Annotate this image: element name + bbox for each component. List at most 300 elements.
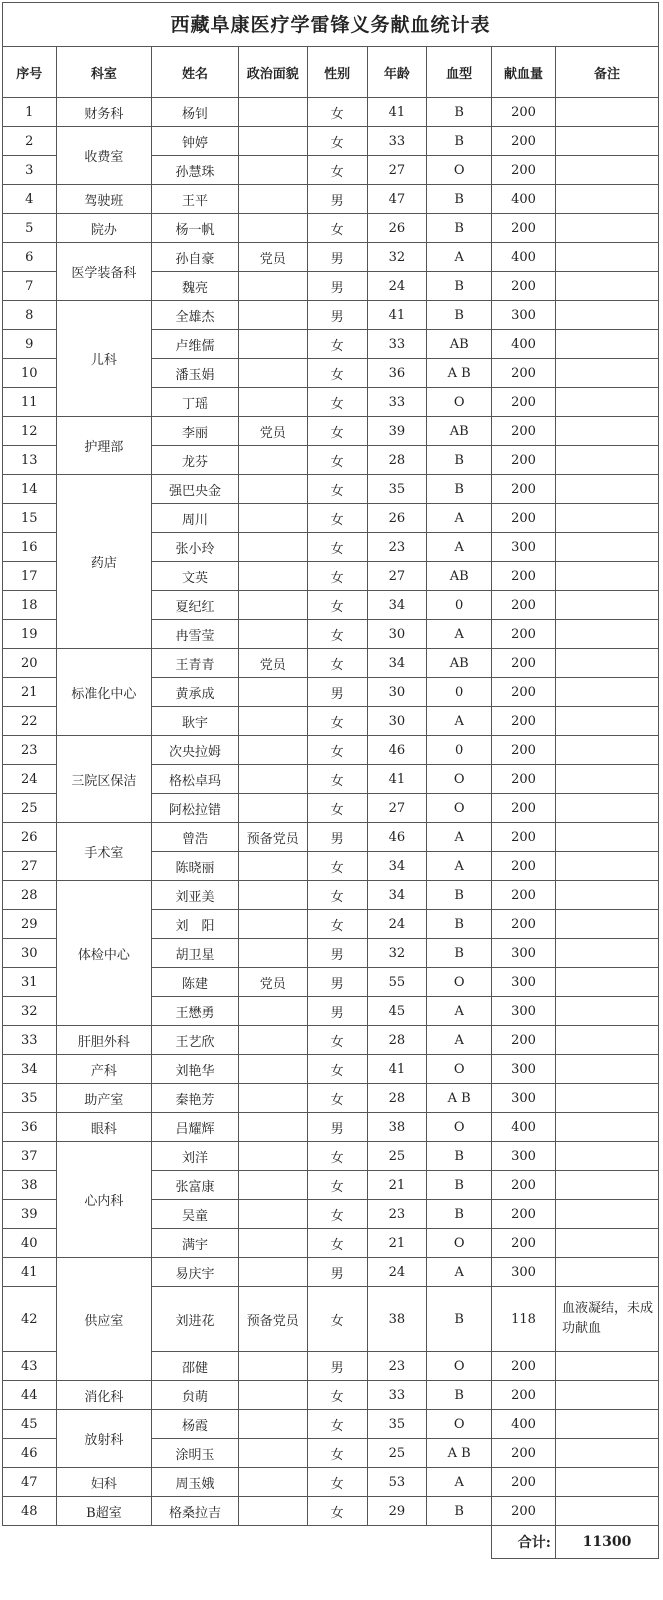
header-row [3,47,659,98]
cell-name: 全雄杰 [152,301,239,330]
cell-sex: 女 [307,1200,367,1229]
cell-age: 46 [367,736,427,765]
cell-age: 41 [367,765,427,794]
cell-name: 王艺欣 [152,1026,239,1055]
cell-no: 6 [3,243,57,272]
cell-volume: 200 [492,359,556,388]
cell-dept: 护理部 [56,417,152,475]
cell-political [238,1381,307,1410]
cell-no: 27 [3,852,57,881]
cell-sex: 女 [307,910,367,939]
total-row [3,1526,659,1559]
cell-sex: 男 [307,272,367,301]
cell-volume: 200 [492,156,556,185]
cell-name: 黄承成 [152,678,239,707]
cell-volume: 200 [492,388,556,417]
cell-blood-type: A [427,823,492,852]
cell-age: 27 [367,562,427,591]
cell-note [555,765,658,794]
cell-note [555,1055,658,1084]
cell-blood-type: AB [427,417,492,446]
cell-note [555,1171,658,1200]
cell-name: 钟婷 [152,127,239,156]
cell-sex: 男 [307,301,367,330]
cell-sex: 女 [307,649,367,678]
cell-sex: 女 [307,736,367,765]
cell-note [555,1142,658,1171]
cell-no: 14 [3,475,57,504]
cell-age: 33 [367,330,427,359]
col-header-volume: 献血量 [492,47,556,98]
cell-dept: 手术室 [56,823,152,881]
cell-dept: 妇科 [56,1468,152,1497]
cell-note [555,185,658,214]
cell-blood-type: O [427,1113,492,1142]
table-row [3,301,659,330]
cell-sex: 男 [307,823,367,852]
table-row [3,1055,659,1084]
cell-volume: 300 [492,301,556,330]
cell-name: 刘亚美 [152,881,239,910]
cell-no: 12 [3,417,57,446]
cell-name: 阿松拉错 [152,794,239,823]
cell-volume: 200 [492,765,556,794]
cell-sex: 女 [307,446,367,475]
cell-sex: 女 [307,794,367,823]
cell-note [555,98,658,127]
cell-volume: 300 [492,997,556,1026]
total-spacer [3,1526,492,1559]
cell-name: 耿宇 [152,707,239,736]
cell-age: 45 [367,997,427,1026]
cell-age: 41 [367,1055,427,1084]
cell-volume: 200 [492,707,556,736]
cell-political [238,707,307,736]
cell-no: 15 [3,504,57,533]
cell-age: 21 [367,1229,427,1258]
cell-note [555,446,658,475]
cell-name: 涂明玉 [152,1439,239,1468]
cell-blood-type: O [427,1055,492,1084]
cell-no: 46 [3,1439,57,1468]
cell-volume: 200 [492,446,556,475]
cell-note [555,388,658,417]
cell-name: 王懋勇 [152,997,239,1026]
cell-dept: 医学装备科 [56,243,152,301]
cell-age: 21 [367,1171,427,1200]
cell-note [555,736,658,765]
cell-blood-type: B [427,1200,492,1229]
cell-blood-type: O [427,388,492,417]
cell-volume: 400 [492,243,556,272]
cell-dept: B超室 [56,1497,152,1526]
table-row [3,1381,659,1410]
table-title: 西藏阜康医疗学雷锋义务献血统计表 [2,2,659,46]
cell-volume: 200 [492,620,556,649]
cell-volume: 200 [492,591,556,620]
cell-political: 党员 [238,243,307,272]
cell-sex: 女 [307,1468,367,1497]
cell-volume: 200 [492,852,556,881]
cell-political [238,678,307,707]
cell-blood-type: B [427,98,492,127]
cell-note [555,359,658,388]
cell-name: 潘玉娟 [152,359,239,388]
cell-note [555,301,658,330]
cell-blood-type: A [427,852,492,881]
cell-dept: 心内科 [56,1142,152,1258]
cell-no: 10 [3,359,57,388]
cell-blood-type: A [427,1258,492,1287]
cell-name: 刘艳华 [152,1055,239,1084]
cell-name: 刘 阳 [152,910,239,939]
cell-sex: 女 [307,881,367,910]
cell-blood-type: O [427,1229,492,1258]
col-header-no: 序号 [3,47,57,98]
cell-volume: 200 [492,649,556,678]
cell-sex: 女 [307,98,367,127]
cell-name: 贠萌 [152,1381,239,1410]
cell-no: 36 [3,1113,57,1142]
cell-age: 39 [367,417,427,446]
cell-dept: 眼科 [56,1113,152,1142]
table-row [3,881,659,910]
cell-dept: 产科 [56,1055,152,1084]
cell-volume: 400 [492,185,556,214]
cell-age: 34 [367,591,427,620]
cell-note [555,678,658,707]
cell-name: 夏纪红 [152,591,239,620]
cell-no: 34 [3,1055,57,1084]
cell-note [555,1200,658,1229]
cell-no: 8 [3,301,57,330]
cell-age: 34 [367,852,427,881]
cell-no: 31 [3,968,57,997]
cell-no: 40 [3,1229,57,1258]
cell-volume: 200 [492,1171,556,1200]
table-row [3,649,659,678]
cell-age: 32 [367,939,427,968]
cell-no: 29 [3,910,57,939]
cell-name: 胡卫星 [152,939,239,968]
cell-volume: 300 [492,1055,556,1084]
table-row [3,127,659,156]
cell-dept: 收费室 [56,127,152,185]
cell-political [238,765,307,794]
cell-sex: 女 [307,475,367,504]
cell-name: 强巴央金 [152,475,239,504]
cell-name: 孙慧珠 [152,156,239,185]
cell-blood-type: A [427,504,492,533]
cell-name: 张小玲 [152,533,239,562]
cell-no: 22 [3,707,57,736]
cell-name: 王青青 [152,649,239,678]
cell-age: 55 [367,968,427,997]
cell-note [555,475,658,504]
cell-dept: 放射科 [56,1410,152,1468]
cell-sex: 男 [307,1352,367,1381]
table-row [3,214,659,243]
cell-note [555,1026,658,1055]
cell-age: 23 [367,1200,427,1229]
cell-name: 格松卓玛 [152,765,239,794]
cell-age: 32 [367,243,427,272]
cell-political [238,794,307,823]
cell-volume: 300 [492,1142,556,1171]
cell-age: 38 [367,1113,427,1142]
cell-age: 24 [367,1258,427,1287]
cell-political [238,620,307,649]
cell-name: 龙芬 [152,446,239,475]
cell-dept: 标准化中心 [56,649,152,736]
cell-volume: 200 [492,214,556,243]
cell-note [555,156,658,185]
cell-no: 21 [3,678,57,707]
cell-note [555,620,658,649]
cell-sex: 女 [307,852,367,881]
cell-name: 秦艳芳 [152,1084,239,1113]
cell-note [555,1381,658,1410]
cell-sex: 女 [307,1084,367,1113]
cell-political: 预备党员 [238,1287,307,1352]
cell-blood-type: B [427,1381,492,1410]
cell-note [555,504,658,533]
cell-political [238,475,307,504]
cell-political [238,185,307,214]
cell-age: 41 [367,98,427,127]
cell-note [555,1410,658,1439]
cell-no: 25 [3,794,57,823]
table-row [3,243,659,272]
cell-no: 19 [3,620,57,649]
cell-note [555,910,658,939]
cell-note [555,330,658,359]
cell-blood-type: 0 [427,678,492,707]
cell-blood-type: B [427,475,492,504]
cell-note [555,1468,658,1497]
cell-age: 34 [367,649,427,678]
cell-sex: 女 [307,1381,367,1410]
cell-political [238,939,307,968]
cell-note [555,417,658,446]
cell-name: 丁瑶 [152,388,239,417]
cell-dept: 肝胆外科 [56,1026,152,1055]
table-row [3,1113,659,1142]
cell-note: 血液凝结，未成功献血 [555,1287,658,1352]
cell-blood-type: O [427,1352,492,1381]
cell-political [238,214,307,243]
cell-name: 刘进花 [152,1287,239,1352]
cell-sex: 男 [307,243,367,272]
cell-sex: 女 [307,1497,367,1526]
cell-dept: 儿科 [56,301,152,417]
cell-political [238,1497,307,1526]
table-row [3,475,659,504]
cell-age: 30 [367,678,427,707]
cell-volume: 200 [492,1200,556,1229]
table-row [3,1468,659,1497]
cell-no: 7 [3,272,57,301]
cell-name: 满宇 [152,1229,239,1258]
col-header-political: 政治面貌 [238,47,307,98]
cell-sex: 女 [307,1171,367,1200]
table-row [3,98,659,127]
cell-note [555,1084,658,1113]
cell-no: 1 [3,98,57,127]
cell-no: 18 [3,591,57,620]
table-row [3,736,659,765]
cell-name: 吕耀辉 [152,1113,239,1142]
cell-age: 36 [367,359,427,388]
cell-blood-type: B [427,1142,492,1171]
cell-no: 38 [3,1171,57,1200]
cell-note [555,562,658,591]
cell-age: 26 [367,214,427,243]
cell-note [555,533,658,562]
cell-no: 3 [3,156,57,185]
cell-political [238,446,307,475]
cell-age: 27 [367,156,427,185]
cell-name: 孙自豪 [152,243,239,272]
table-row [3,1410,659,1439]
cell-political [238,359,307,388]
cell-sex: 女 [307,562,367,591]
cell-age: 26 [367,504,427,533]
cell-blood-type: A B [427,1439,492,1468]
cell-age: 28 [367,446,427,475]
cell-no: 41 [3,1258,57,1287]
cell-age: 47 [367,185,427,214]
cell-sex: 女 [307,388,367,417]
cell-sex: 男 [307,1258,367,1287]
cell-blood-type: B [427,910,492,939]
cell-age: 33 [367,1381,427,1410]
cell-dept: 财务科 [56,98,152,127]
cell-political [238,1258,307,1287]
cell-age: 28 [367,1026,427,1055]
cell-note [555,127,658,156]
cell-no: 42 [3,1287,57,1352]
cell-age: 46 [367,823,427,852]
cell-age: 38 [367,1287,427,1352]
cell-dept: 消化科 [56,1381,152,1410]
cell-name: 次央拉姆 [152,736,239,765]
cell-no: 28 [3,881,57,910]
cell-no: 48 [3,1497,57,1526]
cell-sex: 女 [307,1439,367,1468]
cell-blood-type: A [427,1468,492,1497]
cell-name: 王平 [152,185,239,214]
cell-note [555,939,658,968]
cell-blood-type: O [427,156,492,185]
table-row [3,1026,659,1055]
cell-name: 魏亮 [152,272,239,301]
cell-name: 卢维儒 [152,330,239,359]
cell-sex: 女 [307,765,367,794]
cell-no: 4 [3,185,57,214]
cell-age: 29 [367,1497,427,1526]
cell-volume: 200 [492,504,556,533]
cell-no: 26 [3,823,57,852]
cell-sex: 女 [307,1229,367,1258]
cell-no: 37 [3,1142,57,1171]
cell-sex: 男 [307,185,367,214]
cell-sex: 女 [307,127,367,156]
cell-name: 张富康 [152,1171,239,1200]
table-row [3,1084,659,1113]
cell-volume: 200 [492,910,556,939]
cell-volume: 200 [492,1439,556,1468]
cell-volume: 400 [492,1113,556,1142]
cell-sex: 女 [307,620,367,649]
table-row [3,1258,659,1287]
cell-volume: 200 [492,272,556,301]
col-header-name: 姓名 [152,47,239,98]
cell-political [238,1468,307,1497]
cell-volume: 200 [492,1381,556,1410]
cell-note [555,794,658,823]
cell-volume: 200 [492,98,556,127]
cell-political [238,562,307,591]
cell-volume: 200 [492,417,556,446]
cell-sex: 女 [307,214,367,243]
cell-no: 16 [3,533,57,562]
cell-blood-type: B [427,127,492,156]
cell-sex: 女 [307,1055,367,1084]
cell-volume: 400 [492,330,556,359]
cell-age: 35 [367,1410,427,1439]
cell-no: 2 [3,127,57,156]
cell-no: 33 [3,1026,57,1055]
cell-political [238,1229,307,1258]
table-body [3,98,659,1559]
cell-political [238,330,307,359]
cell-volume: 118 [492,1287,556,1352]
cell-blood-type: B [427,881,492,910]
cell-volume: 200 [492,1497,556,1526]
cell-political [238,591,307,620]
cell-name: 杨钊 [152,98,239,127]
cell-age: 27 [367,794,427,823]
cell-blood-type: A [427,1026,492,1055]
cell-volume: 300 [492,968,556,997]
cell-age: 23 [367,533,427,562]
cell-no: 20 [3,649,57,678]
cell-volume: 200 [492,678,556,707]
cell-sex: 女 [307,417,367,446]
cell-name: 李丽 [152,417,239,446]
cell-blood-type: O [427,794,492,823]
cell-age: 25 [367,1142,427,1171]
cell-blood-type: A [427,620,492,649]
cell-dept: 体检中心 [56,881,152,1026]
cell-no: 43 [3,1352,57,1381]
cell-note [555,852,658,881]
cell-volume: 200 [492,823,556,852]
table-row [3,1497,659,1526]
cell-age: 53 [367,1468,427,1497]
cell-no: 11 [3,388,57,417]
cell-age: 24 [367,272,427,301]
cell-political [238,388,307,417]
cell-blood-type: B [427,1171,492,1200]
cell-political: 预备党员 [238,823,307,852]
cell-blood-type: B [427,446,492,475]
cell-name: 杨一帆 [152,214,239,243]
cell-name: 杨霞 [152,1410,239,1439]
cell-name: 格桑拉吉 [152,1497,239,1526]
cell-age: 30 [367,620,427,649]
